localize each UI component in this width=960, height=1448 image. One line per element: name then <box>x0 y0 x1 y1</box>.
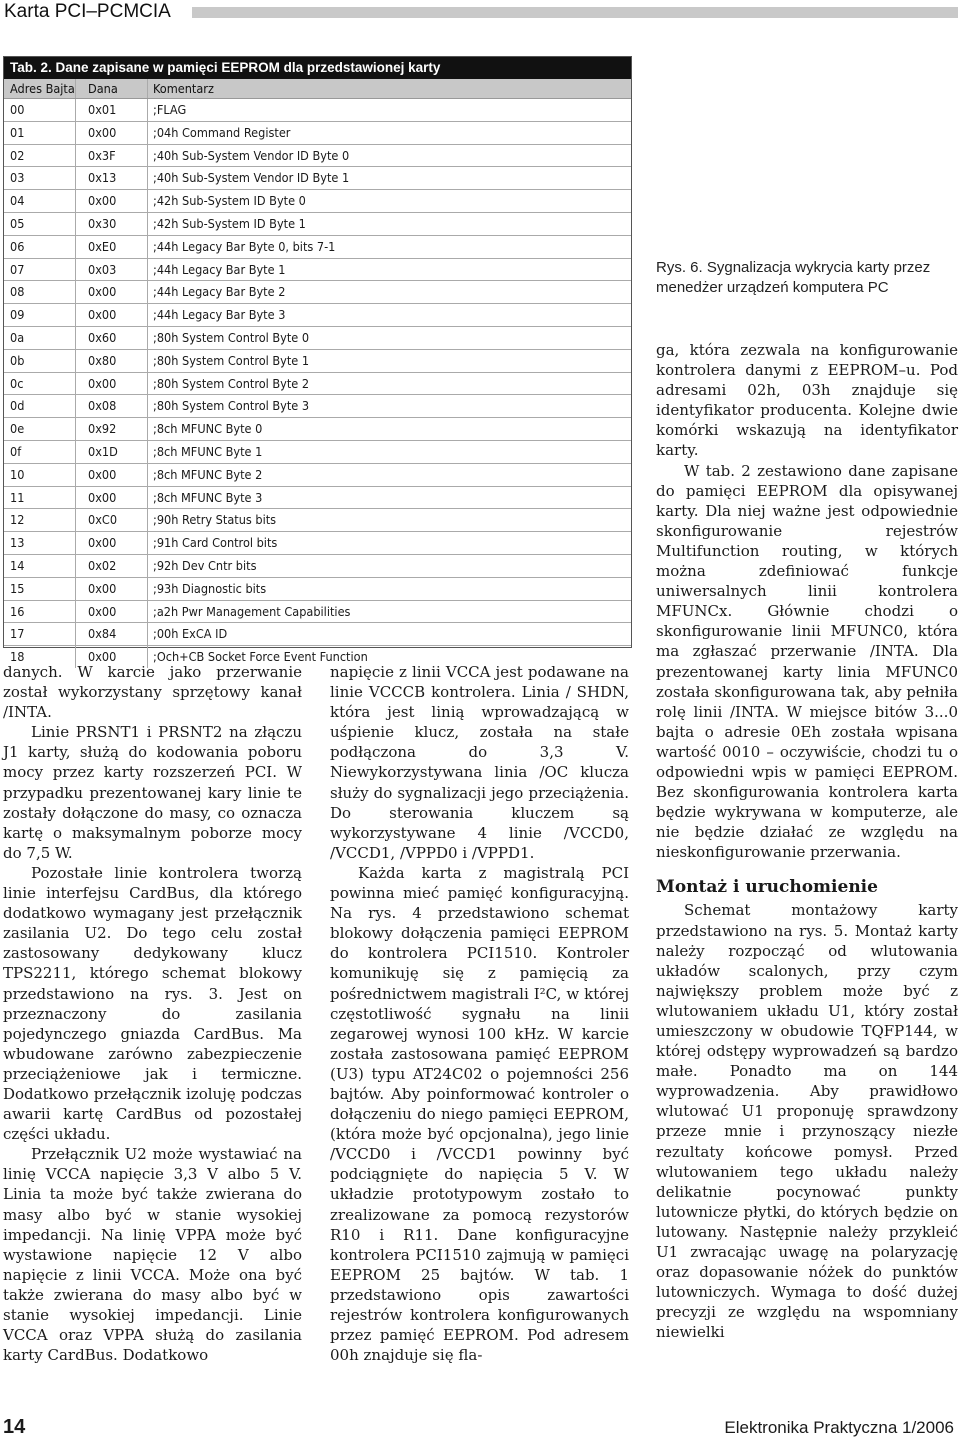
cell-address: 09 <box>4 304 76 326</box>
cell-comment: ;8ch MFUNC Byte 3 <box>153 489 263 505</box>
paragraph: ga, która zezwala na konfigurowanie kontrolera danymi z EEPROM–u. Pod adresami 02h, 03h znajduje się identyfikator producenta. Kolejne dwie komórki wskazują na identyfikator karty. <box>656 341 958 460</box>
cell-data: 0x1D <box>76 441 148 463</box>
page-header <box>0 0 960 26</box>
table-row <box>4 487 631 510</box>
table-row <box>4 555 631 578</box>
header-rule <box>192 7 958 18</box>
table-row <box>4 350 631 373</box>
table-row <box>4 304 631 327</box>
cell-comment: ;8ch MFUNC Byte 1 <box>153 443 263 459</box>
table-caption: Tab. 2. Dane zapisane w pamięci EEPROM dla przedstawionej karty <box>4 57 631 79</box>
paragraph: Schemat montażowy karty przedstawiono na rys. 5. Montaż karty należy rozpocząć od wlutowania układów scalonych, przy czym największy problem może być z wlutowaniem układu U1, który został umieszczony w obudowie TQFP144, w której odstępy wyprowadzeń są bardzo małe. Ponadto ma on 144 wyprowadzenia. Aby prawidłowo wlutować U1 proponuję sprawdzony przeze mnie i przynoszący niezłe rezultaty końcowe pomysł. Przed wlutowaniem tego układu należy delikatnie pocynować punkty lutownicze płytki, do których będzie on lutowany. Następnie należy przykleić U1 zwracając uwagę na polaryzację oraz dopasowanie nóżek do punktów lutowniczych. Wymaga to dość dużej precyzji ze względu na wspomniany niewielki <box>656 901 958 1342</box>
table-row <box>4 145 631 168</box>
cell-address: 17 <box>4 623 76 645</box>
paragraph: danych. W karcie jako przerwanie został wykorzystany sprzętowy kanał /INTA. <box>3 663 302 722</box>
table-row <box>4 236 631 259</box>
table-row <box>4 167 631 190</box>
cell-data: 0x84 <box>76 623 148 645</box>
cell-data: 0x00 <box>76 646 148 668</box>
table-row <box>4 395 631 418</box>
paragraph: Linie PRSNT1 i PRSNT2 na złączu J1 karty, służą do kodowania poboru mocy przez karty rozszerzeń PCI. W przypadku prezentowanej kary linie te zostały dołączone do masy, co oznacza kartę o maksymalnym poborze mocy do 7,5 W. <box>3 723 302 862</box>
table-row <box>4 441 631 464</box>
cell-data: 0x80 <box>76 350 148 372</box>
table-row <box>4 373 631 396</box>
cell-address: 12 <box>4 509 76 531</box>
cell-comment: ;42h Sub-System ID Byte 0 <box>153 193 306 209</box>
paragraph: napięcie z linii VCCA jest podawane na linie VCCCB kontrolera. Linia / SHDN, która jest linią wprowadzającą w uśpienie klucz, została na stałe podłączona do 3,3 V. Niewykorzystywana linia /OC klucza służy do sygnalizacji jego przeciążenia. Do sterowania kluczem są wykorzystywane 4 linie /VCCD0, /VCCD1, /VPPD0 i /VPPD1. <box>330 663 629 862</box>
eeprom-table <box>3 56 632 665</box>
table-row <box>4 213 631 236</box>
cell-address: 0d <box>4 395 76 417</box>
table-body <box>4 99 631 668</box>
cell-comment: ;Och+CB Socket Force Event Function <box>153 649 368 665</box>
text-column-right <box>656 340 958 1343</box>
cell-data: 0x00 <box>76 373 148 395</box>
cell-data: 0x02 <box>76 555 148 577</box>
cell-comment: ;44h Legacy Bar Byte 1 <box>153 261 286 277</box>
page-number: 14 <box>3 1416 26 1438</box>
paragraph: Pozostałe linie kontrolera tworzą linie interfejsu CardBus, dla którego dodatkowo wymagany jest przełącznik zasilania U2. Do tego celu został zastosowany dedykowany klucz TPS2211, którego schemat blokowy przedstawiono na rys. 3. Jest on przeznaczony do zasilania pojedynczego gniazda CardBus. Ma wbudowane zarówno zabezpieczenie przeciążeniowe jak i termiczne. Dodatkowo przełącznik izoluję podczas awarii kartę CardBus od pozostałej części układu. <box>3 863 302 1144</box>
paragraph: Każda karta z magistralą PCI powinna mieć pamięć konfiguracyjną. Na rys. 4 przedstawiono schemat blokowy dołączenia pamięci EEPROM do kontrolera PCI1510. Kontroler komunikuję się z pamięcią za pośrednictwem magistrali I²C, w której częstotliwość sygnału na linii zegarowej wynosi 100 kHz. W karcie została zastosowana pamięć EEPROM (U3) typu AT24C02 o pojemności 256 bajtów. Aby poinformować kontroler o dołączeniu do niego pamięci EEPROM, (która może być opcjonalna), jego linie /VCCD0 i /VCCD1 powinny być podciągnięte do napięcia 5 V. W układzie prototypowym zostało to zrealizowane za pomocą rezystorów R10 i R11. Dane konfiguracyjne kontrolera PCI1510 zajmują w pamięci EEPROM 25 bajtów. W tab. 1 przedstawiono opis zawartości rejestrów kontrolera konfigurowanych przez pamięć EEPROM. Pod adresem 00h znajduje się fla- <box>330 863 629 1365</box>
cell-data: 0x00 <box>76 532 148 554</box>
header-comment: Komentarz <box>153 81 214 96</box>
cell-comment: ;80h System Control Byte 1 <box>153 352 310 368</box>
table-row <box>4 532 631 555</box>
cell-data: 0x3F <box>76 145 148 167</box>
cell-comment: ;93h Diagnostic bits <box>153 580 267 596</box>
table-row <box>4 327 631 350</box>
table-row <box>4 418 631 441</box>
cell-address: 04 <box>4 190 76 212</box>
cell-address: 05 <box>4 213 76 235</box>
cell-comment: ;44h Legacy Bar Byte 2 <box>153 284 286 300</box>
cell-address: 06 <box>4 236 76 258</box>
header-address: Adres Bajta <box>4 79 76 98</box>
cell-comment: ;80h System Control Byte 3 <box>153 398 310 414</box>
cell-data: 0x00 <box>76 122 148 144</box>
cell-comment: ;44h Legacy Bar Byte 0, bits 7-1 <box>153 238 336 254</box>
cell-data: 0x08 <box>76 395 148 417</box>
table-header-row <box>4 79 631 99</box>
table-row <box>4 99 631 122</box>
table-row <box>4 601 631 624</box>
table-row <box>4 122 631 145</box>
cell-data: 0x30 <box>76 213 148 235</box>
table-row <box>4 578 631 601</box>
cell-address: 0b <box>4 350 76 372</box>
cell-data: 0x00 <box>76 190 148 212</box>
cell-address: 0f <box>4 441 76 463</box>
cell-comment: ;80h System Control Byte 2 <box>153 375 310 391</box>
cell-comment: ;40h Sub-System Vendor ID Byte 0 <box>153 147 350 163</box>
cell-comment: ;92h Dev Cntr bits <box>153 557 257 573</box>
cell-comment: ;91h Card Control bits <box>153 535 278 551</box>
cell-address: 15 <box>4 578 76 600</box>
cell-address: 07 <box>4 259 76 281</box>
text-column-left <box>3 662 302 1365</box>
paragraph: W tab. 2 zestawiono dane zapisane do pamięci EEPROM dla opisywanej karty. Dla niej ważne jest odpowiednie skonfigurowanie rejestrów Multifunction routing, w których można zdefiniować funkcje uniwersalnych linii kontrolera MFUNCx. Głównie chodzi o skonfigurowanie linii MFUNC0, która ma zgłaszać przerwanie /INTA. Dla prezentowanej karty linia MFUNC0 została skonfigurowana tak, aby pełniła rolę linii /INTA. W miejsce bitów 3...0 bajta o adresie 0Eh została wpisana wartość 0010 – oczywiście, chodzi tu o odpowiedni wpis w pamięci EEPROM. Bez skonfigurowania kontrolera karta będzie wykrywana w komputerze, ale nie będzie działać ze względu na nieskonfigurowanie przerwania. <box>656 461 958 862</box>
cell-data: 0x92 <box>76 418 148 440</box>
cell-address: 13 <box>4 532 76 554</box>
cell-comment: ;04h Command Register <box>153 124 291 140</box>
cell-address: 0c <box>4 373 76 395</box>
cell-address: 00 <box>4 99 76 121</box>
table-row <box>4 190 631 213</box>
cell-address: 11 <box>4 487 76 509</box>
cell-address: 01 <box>4 122 76 144</box>
cell-data: 0x00 <box>76 487 148 509</box>
figure-caption: Rys. 6. Sygnalizacja wykrycia karty przez menedżer urządzeń komputera PC <box>656 259 931 296</box>
publication-name: Elektronika Praktyczna 1/2006 <box>724 1418 954 1437</box>
cell-data: 0xC0 <box>76 509 148 531</box>
table-row <box>4 281 631 304</box>
cell-data: 0x00 <box>76 281 148 303</box>
cell-comment: ;44h Legacy Bar Byte 3 <box>153 307 286 323</box>
text-column-middle <box>330 662 629 1365</box>
cell-comment: ;90h Retry Status bits <box>153 512 277 528</box>
header-data: Dana <box>76 79 148 98</box>
cell-address: 08 <box>4 281 76 303</box>
cell-address: 10 <box>4 464 76 486</box>
table-row <box>4 464 631 487</box>
cell-comment: ;a2h Pwr Management Capabilities <box>153 603 351 619</box>
cell-comment: ;8ch MFUNC Byte 0 <box>153 421 263 437</box>
table-row <box>4 259 631 282</box>
cell-comment: ;40h Sub-System Vendor ID Byte 1 <box>153 170 350 186</box>
cell-comment: ;00h ExCA ID <box>153 626 228 642</box>
cell-comment: ;8ch MFUNC Byte 2 <box>153 466 263 482</box>
table-row <box>4 623 631 646</box>
cell-comment: ;FLAG <box>153 102 187 117</box>
cell-data: 0x00 <box>76 464 148 486</box>
running-title: Karta PCI–PCMCIA <box>4 1 171 22</box>
cell-address: 0a <box>4 327 76 349</box>
section-heading: Montaż i uruchomienie <box>656 877 878 898</box>
cell-data: 0x00 <box>76 578 148 600</box>
cell-address: 14 <box>4 555 76 577</box>
cell-address: 16 <box>4 601 76 623</box>
cell-address: 18 <box>4 646 76 668</box>
cell-comment: ;80h System Control Byte 0 <box>153 329 310 345</box>
cell-data: 0x60 <box>76 327 148 349</box>
table-row <box>4 509 631 532</box>
cell-comment: ;42h Sub-System ID Byte 1 <box>153 215 306 231</box>
cell-data: 0xE0 <box>76 236 148 258</box>
cell-data: 0x00 <box>76 304 148 326</box>
paragraph: Przełącznik U2 może wystawiać na linię VCCA napięcie 3,3 V albo 5 V. Linia ta może być także zwierana do masy albo być w stanie wysokiej impedancji. Na linię VPPA może być wystawione napięcie 12 V albo napięcie z linii VCCA. Może ona być także zwierana do masy albo być w stanie wysokiej impedancji. Linie VCCA oraz VPPA służą do zasilania karty CardBus. Dodatkowo <box>3 1145 302 1365</box>
cell-address: 0e <box>4 418 76 440</box>
cell-data: 0x00 <box>76 601 148 623</box>
cell-address: 02 <box>4 145 76 167</box>
cell-data: 0x13 <box>76 167 148 189</box>
cell-address: 03 <box>4 167 76 189</box>
cell-data: 0x01 <box>76 99 148 121</box>
cell-data: 0x03 <box>76 259 148 281</box>
